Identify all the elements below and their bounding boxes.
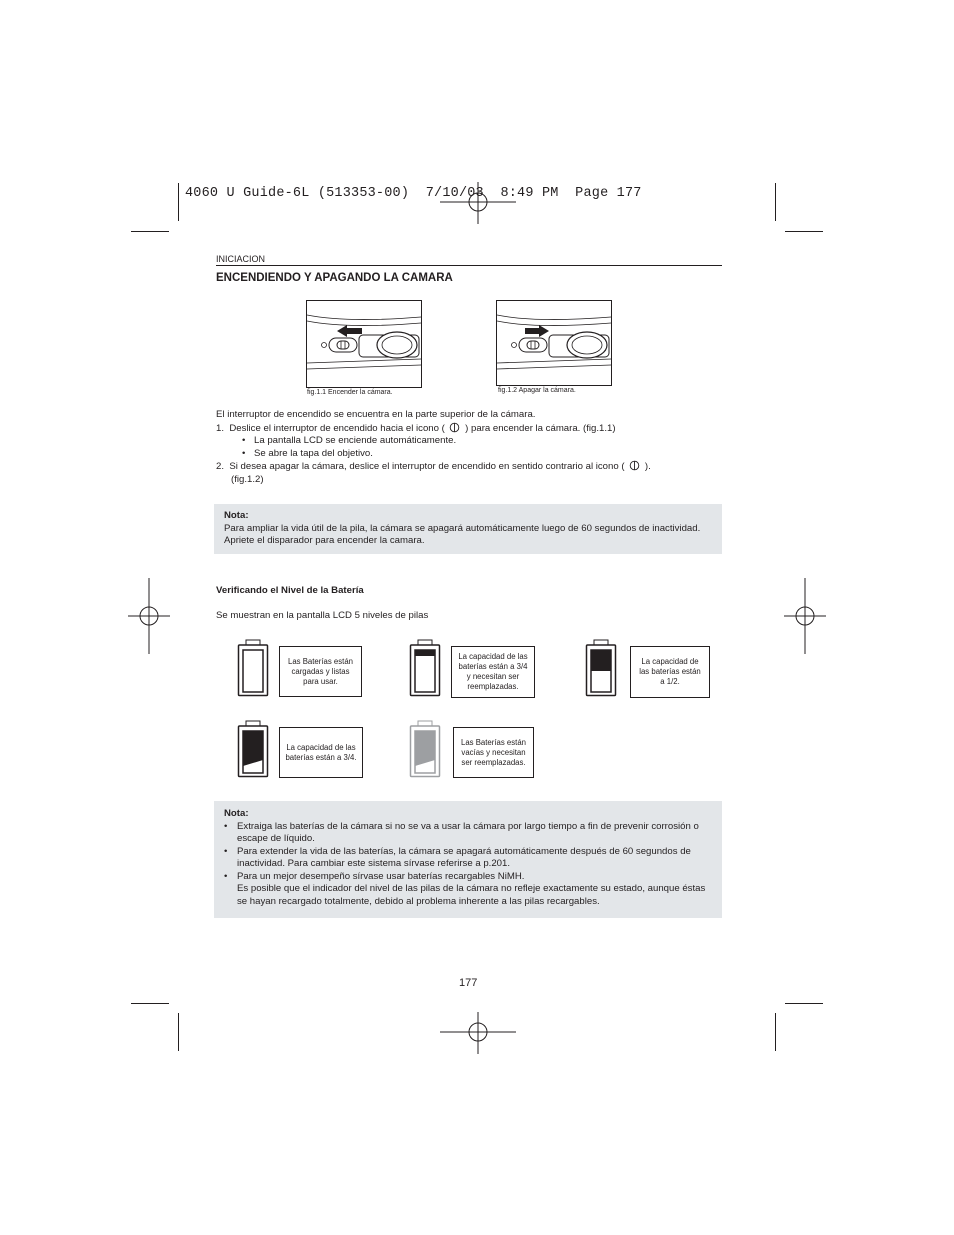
header-rule xyxy=(216,265,722,266)
step-2 xyxy=(216,460,716,486)
note-extra-text: Es posible que el indicador del nivel de las pilas de la cámara no refleje exactamente su estado, aunque éstas se hayan recargado totalmente, debido al problema inherente a las pilas recargables. xyxy=(237,883,706,907)
battery-lead-text: Se muestran en la pantalla LCD 5 niveles de pilas xyxy=(216,610,429,621)
power-icon xyxy=(629,460,640,471)
instructions xyxy=(216,409,716,486)
step-1 xyxy=(216,422,716,436)
step-text: Deslice el interruptor de encendido hacia el icono ( xyxy=(229,422,445,434)
battery-half-icon xyxy=(585,639,617,697)
bullet-text: La pantalla LCD se enciende automáticamente. xyxy=(254,435,457,446)
step-text: (fig.1.2) xyxy=(231,473,264,485)
intro-text: El interruptor de encendido se encuentra en la parte superior de la cámara. xyxy=(216,409,536,420)
note-box-1 xyxy=(214,504,722,554)
battery-three-quarter-label: La capacidad de las baterías están a 3/4 y necesitan ser reemplazadas. xyxy=(451,646,535,698)
note-list-item: • Para un mejor desempeño sírvase usar baterías recargables NiMH. xyxy=(224,871,712,884)
power-icon xyxy=(449,422,460,433)
battery-low-label: La capacidad de las baterías están a 3/4. xyxy=(279,727,363,778)
bullet-text: Se abre la tapa del objetivo. xyxy=(254,447,373,459)
figure-caption-2: fig.1.2 Apagar la cámara. xyxy=(498,387,576,394)
print-slug: 4060 U Guide-6L (513353-00) 7/10/03 8:49 PM Page 177 xyxy=(185,186,642,201)
note-text: Para ampliar la vida útil de la pila, la cámara se apagará automáticamente luego de 60 segundos de inactividad. Apriete el disparador para encender la camara. xyxy=(224,522,701,546)
battery-full-label: Las Baterías están cargadas y listas para usar. xyxy=(279,646,362,697)
section-label: INICIACION xyxy=(216,254,266,264)
camera-switch-illustration xyxy=(307,301,421,387)
camera-switch-illustration xyxy=(497,301,611,385)
battery-low-icon xyxy=(237,720,269,778)
bullet-item: • La pantalla LCD se enciende automáticamente. xyxy=(242,435,457,446)
step-text: Si desea apagar la cámara, deslice el interruptor de encendido en sentido contrario al icono ( xyxy=(229,461,625,472)
step-text: ). xyxy=(644,461,651,472)
battery-half-label: La capacidad de las baterías están a 1/2. xyxy=(630,646,710,698)
note-box-2 xyxy=(214,801,722,918)
registration-mark-left xyxy=(128,578,170,654)
battery-empty-icon xyxy=(409,720,441,778)
battery-empty-label: Las Baterías están vacías y necesitan ser reemplazadas. xyxy=(453,727,534,778)
step-number: 2. xyxy=(216,461,225,472)
page-title: ENCENDIENDO Y APAGANDO LA CAMARA xyxy=(216,272,453,284)
battery-section-title: Verificando el Nivel de la Batería xyxy=(216,585,364,596)
registration-mark-right xyxy=(784,578,826,654)
step-number: 1. xyxy=(216,422,225,434)
note-label: Nota: xyxy=(224,510,249,521)
battery-three-quarter-icon xyxy=(409,639,441,697)
figure-power-off xyxy=(496,300,612,386)
bullet-item: • Se abre la tapa del objetivo. xyxy=(242,447,373,459)
battery-full-icon xyxy=(237,639,269,697)
note-list xyxy=(224,821,712,884)
step-text: ) para encender la cámara. (fig.1.1) xyxy=(465,422,616,434)
note-list-item: • Extraiga las baterías de la cámara si no se va a usar la cámara por largo tiempo a fin de prevenir corrosión o escape de líquido. xyxy=(224,821,712,846)
page-number: 177 xyxy=(459,977,478,989)
note-label: Nota: xyxy=(224,808,249,819)
figure-power-on xyxy=(306,300,422,388)
figure-caption-1: fig.1.1 Encender la cámara. xyxy=(307,389,393,396)
registration-mark-bottom xyxy=(440,1012,516,1054)
note-list-item: • Para extender la vida de las baterías, la cámara se apagará automáticamente después de 60 segundos de inactividad. Para cambiar este sistema sírvase referirse a p.201. xyxy=(224,846,712,871)
